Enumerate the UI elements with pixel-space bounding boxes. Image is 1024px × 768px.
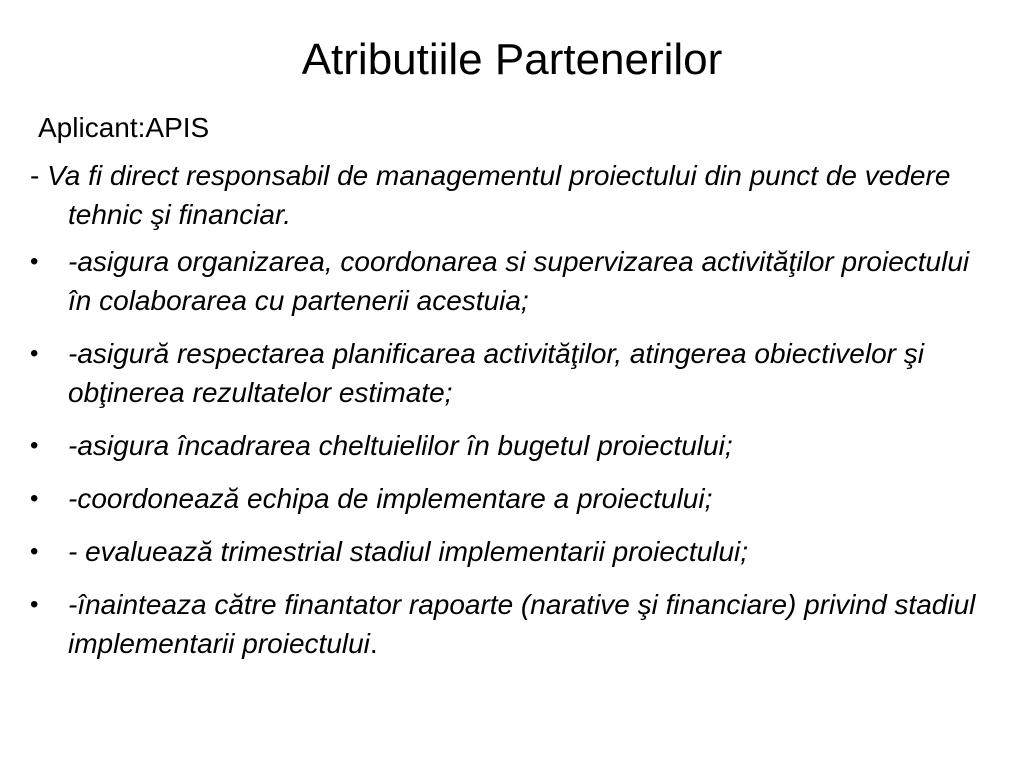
list-item-text: -coordonează echipa de implementare a proiectului; (68, 483, 713, 514)
intro-dash: - (30, 160, 48, 191)
intro-paragraph (30, 156, 990, 234)
list-item (30, 532, 990, 571)
list-item (30, 585, 990, 663)
responsibility-list (30, 242, 990, 663)
list-item (30, 426, 990, 465)
bullet-icon: • (30, 248, 39, 275)
list-item-text: -înainteaza către finantator rapoarte (narative şi financiare) privind stadiul implementarii proiectului (68, 589, 976, 659)
bullet-icon: • (30, 432, 39, 459)
list-item-text: -asigura încadrarea cheltuielilor în bugetul proiectului; (68, 430, 733, 461)
bullet-icon: • (30, 538, 39, 565)
applicant-label: Aplicant:APIS (38, 112, 210, 143)
bullet-icon: • (30, 340, 39, 367)
list-item-text: -asigură respectarea planificarea activităţilor, atingerea obiectivelor şi obţinerea rezultatelor estimate; (68, 338, 924, 408)
bullet-icon: • (30, 485, 39, 512)
list-item (30, 479, 990, 518)
list-item (30, 334, 990, 412)
list-item-trail: . (369, 628, 378, 659)
slide-title: Atributiile Partenerilor (301, 35, 723, 84)
list-item-text: -asigura organizarea, coordonarea si supervizarea activităţilor proiectului în colaborarea cu partenerii acestuia; (68, 246, 970, 316)
intro-text: Va fi direct responsabil de managementul proiectului din punct de vedere tehnic şi financiar. (47, 160, 951, 230)
list-item (30, 242, 990, 320)
list-item-text: - evaluează trimestrial stadiul implementarii proiectului; (68, 536, 749, 567)
bullet-icon: • (30, 591, 39, 618)
slide-content (30, 156, 990, 677)
